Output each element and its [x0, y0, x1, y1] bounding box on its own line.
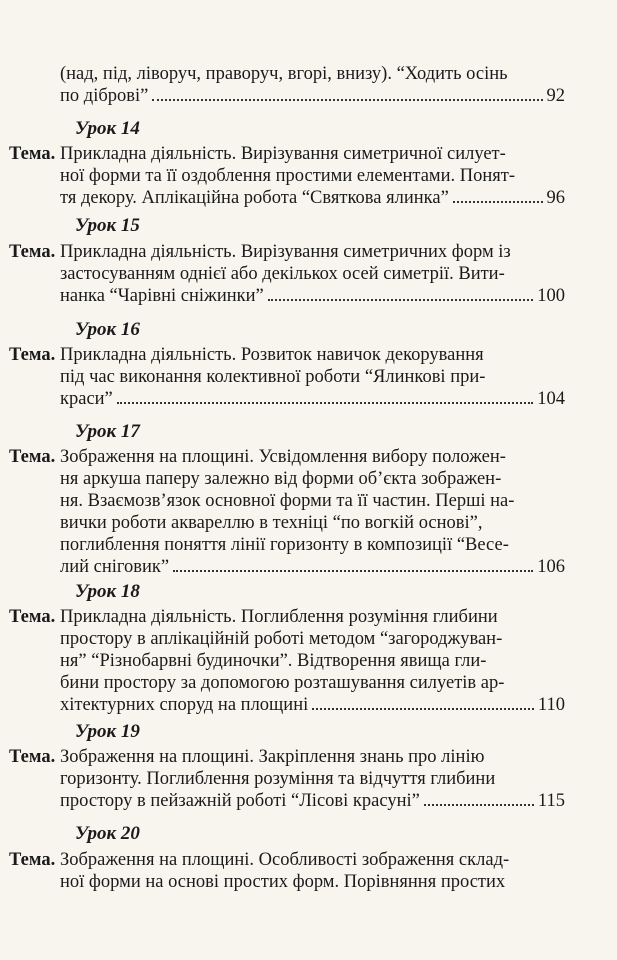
lesson-heading-16: Урок 16	[75, 319, 140, 340]
toc-line: Зображення на площині. Усвідомлення вибору положен-	[60, 447, 506, 467]
toc-line: вички роботи аквареллю в техніці “по вогкій основі”,	[60, 513, 483, 533]
page-number: 106	[537, 557, 565, 577]
toc-line: бини простору за допомогою розташування силуетів ар-	[60, 673, 505, 693]
topic-label: Тема.	[9, 850, 56, 870]
lesson-heading-14: Урок 14	[75, 118, 140, 139]
page-number: 104	[537, 389, 565, 409]
toc-line: ня аркуша паперу залежно від форми об’єкта зображен-	[60, 469, 502, 489]
page-number: 115	[537, 791, 565, 811]
topic-label: Тема.	[9, 447, 56, 467]
toc-continuation	[60, 63, 565, 107]
toc-line-text: хітектурних споруд на площині	[60, 695, 309, 715]
topic-label: Тема.	[9, 144, 56, 164]
topic-label: Тема.	[9, 747, 56, 767]
lesson-heading-15: Урок 15	[75, 215, 140, 236]
toc-line-text: лий сніговик”	[60, 557, 170, 577]
toc-last-line	[60, 85, 565, 107]
leader-dots	[268, 285, 534, 301]
toc-line-text: краси”	[60, 389, 113, 409]
topic-text	[60, 143, 565, 209]
toc-line: ної форми на основі простих форм. Порівняння простих	[60, 872, 506, 892]
toc-last-line	[60, 694, 565, 716]
toc-line-text: тя декору. Аплікаційна робота “Святкова ялинка”	[60, 188, 449, 208]
leader-dots	[453, 187, 543, 203]
topic-text	[60, 241, 565, 307]
toc-last-line	[60, 285, 565, 307]
topic-text	[60, 344, 565, 410]
topic-text	[60, 746, 565, 812]
toc-line: Прикладна діяльність. Поглиблення розуміння глибини	[60, 607, 498, 627]
topic-text	[60, 606, 565, 716]
page-number: 92	[546, 86, 565, 106]
page-number: 110	[537, 695, 565, 715]
leader-dots	[117, 388, 533, 404]
toc-line: застосуванням однієї або декількох осей симетрії. Вити-	[60, 264, 505, 284]
lesson-heading-20: Урок 20	[75, 823, 140, 844]
leader-dots	[312, 694, 534, 710]
topic-text	[60, 849, 565, 893]
toc-line: простору в аплікаційній роботі методом “загороджуван-	[60, 629, 503, 649]
toc-line-text: нанка “Чарівні сніжинки”	[60, 286, 264, 306]
topic-text	[60, 446, 565, 578]
toc-line: ня. Взаємозв’язок основної форми та її частин. Перші на-	[60, 491, 515, 511]
topic-label: Тема.	[9, 345, 56, 365]
leader-dots	[152, 85, 542, 101]
toc-line: Прикладна діяльність. Розвиток навичок декорування	[60, 345, 484, 365]
toc-line: горизонту. Поглиблення розуміння та відчуття глибини	[60, 769, 496, 789]
toc-line: поглиблення поняття лінії горизонту в композиції “Весе-	[60, 535, 509, 555]
toc-last-line	[60, 187, 565, 209]
toc-last-line	[60, 556, 565, 578]
topic-label: Тема.	[9, 607, 56, 627]
toc-line: Зображення на площині. Особливості зображення склад-	[60, 850, 510, 870]
toc-last-line	[60, 790, 565, 812]
toc-line: ня” “Різнобарвні будиночки”. Відтворення явища гли-	[60, 651, 487, 671]
toc-line-text: простору в пейзажній роботі “Лісові красуні”	[60, 791, 420, 811]
toc-line: (над, під, ліворуч, праворуч, вгорі, внизу). “Ходить осінь	[60, 64, 508, 84]
toc-last-line	[60, 388, 565, 410]
toc-line: ної форми та її оздоблення простими елементами. Понят-	[60, 166, 516, 186]
topic-label: Тема.	[9, 242, 56, 262]
lesson-heading-18: Урок 18	[75, 581, 140, 602]
lesson-heading-19: Урок 19	[75, 721, 140, 742]
toc-line: під час виконання колективної роботи “Ялинкові при-	[60, 367, 486, 387]
leader-dots	[424, 790, 534, 806]
toc-line: Прикладна діяльність. Вирізування симетричних форм із	[60, 242, 511, 262]
toc-line-text: по діброві”	[60, 86, 149, 106]
lesson-heading-17: Урок 17	[75, 421, 140, 442]
leader-dots	[173, 556, 533, 572]
toc-line: Зображення на площині. Закріплення знань про лінію	[60, 747, 485, 767]
toc-line: Прикладна діяльність. Вирізування симетричної силует-	[60, 144, 506, 164]
page-number: 100	[537, 286, 565, 306]
page-number: 96	[546, 188, 565, 208]
